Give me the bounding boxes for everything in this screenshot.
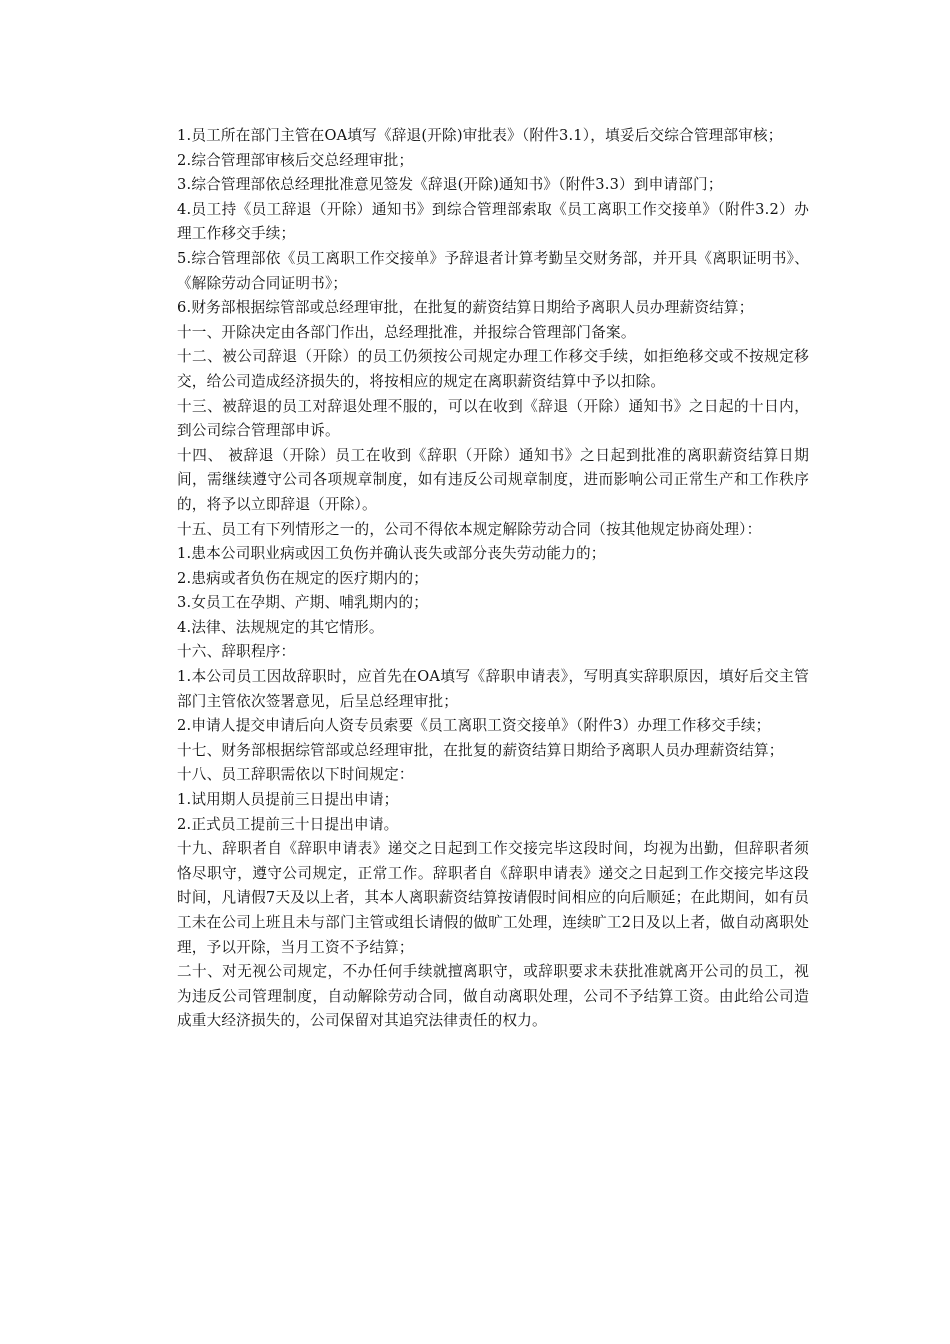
- article-15: 十五、员工有下列情形之一的，公司不得依本规定解除劳动合同（按其他规定协商处理）：: [177, 520, 762, 538]
- article-19: 十九、辞职者自《辞职申请表》递交之日起到工作交接完毕这段时间，均视为出勤，但辞职者须恪尽职守，遵守公司规定，正常工作。辞职者自《辞职申请表》递交之日起到工作交接完毕这段时间，凡请假7天及以上者，其本人离职薪资结算按请假时间相应的向后顺延；在此期间，如有员工未在公司上班且未与部门主管或组长请假的做旷工处理，连续旷工2日及以上者，做自动离职处理，予以开除，当月工资不予结算；: [177, 840, 809, 956]
- article-14: 十四、 被辞退（开除）员工在收到《辞职（开除）通知书》之日起到批准的离职薪资结算日期间，需继续遵守公司各项规章制度，如有违反公司规章制度，进而影响公司正常生产和工作秩序的，将予以立即辞退（开除）。: [177, 446, 809, 513]
- paragraph-6: 6.财务部根据综管部或总经理审批，在批复的薪资结算日期给予离职人员办理薪资结算；: [177, 299, 754, 317]
- document-body: [177, 124, 809, 1034]
- article-17: 十七、财务部根据综管部或总经理审批，在批复的薪资结算日期给予离职人员办理薪资结算；: [177, 741, 784, 759]
- article-18-item-1: 1.试用期人员提前三日提出申请；: [177, 791, 399, 809]
- article-15-item-3: 3.女员工在孕期、产期、哺乳期内的；: [177, 594, 429, 612]
- paragraph-1: 1.员工所在部门主管在OA填写《辞退(开除)审批表》（附件3.1），填妥后交综合管理部审核；: [177, 127, 783, 144]
- paragraph-3: 3.综合管理部依总经理批准意见签发《辞退(开除)通知书》（附件3.3）到申请部门；: [177, 176, 723, 194]
- paragraph-5: 5.综合管理部依《员工离职工作交接单》予辞退者计算考勤呈交财务部，并开具《离职证明书》、《解除劳动合同证明书》；: [177, 249, 809, 292]
- article-20: 二十、对无视公司规定，不办任何手续就擅离职守，或辞职要求未获批准就离开公司的员工，视为违反公司管理制度，自动解除劳动合同，做自动离职处理，公司不予结算工资。由此给公司造成重大经济损失的，公司保留对其追究法律责任的权力。: [177, 963, 809, 1030]
- article-16-item-1: 1.本公司员工因故辞职时，应首先在OA填写《辞职申请表》，写明真实辞职原因，填好后交主管部门主管依次签署意见，后呈总经理审批；: [177, 668, 809, 710]
- article-13: 十三、被辞退的员工对辞退处理不服的，可以在收到《辞退（开除）通知书》之日起的十日内，到公司综合管理部申诉。: [177, 397, 809, 440]
- article-16: 十六、辞职程序：: [177, 643, 296, 661]
- article-15-item-1: 1.患本公司职业病或因工负伤并确认丧失或部分丧失劳动能力的；: [177, 545, 606, 563]
- article-12: 十二、被公司辞退（开除）的员工仍须按公司规定办理工作移交手续，如拒绝移交或不按规定移交，给公司造成经济损失的，将按相应的规定在离职薪资结算中予以扣除。: [177, 348, 809, 390]
- article-18: 十八、员工辞职需依以下时间规定：: [177, 766, 414, 784]
- article-18-item-2: 2.正式员工提前三十日提出申请。: [177, 815, 399, 833]
- paragraph-2: 2.综合管理部审核后交总经理审批；: [177, 151, 414, 169]
- article-16-item-2: 2.申请人提交申请后向人资专员索要《员工离职工资交接单》（附件3）办理工作移交手续；: [177, 717, 771, 735]
- article-15-item-2: 2.患病或者负伤在规定的医疗期内的；: [177, 569, 429, 587]
- article-15-item-4: 4.法律、法规规定的其它情形。: [177, 618, 384, 636]
- article-11: 十一、开除决定由各部门作出，总经理批准，并报综合管理部门备案。: [177, 323, 636, 341]
- paragraph-4: 4.员工持《员工辞退（开除）通知书》到综合管理部索取《员工离职工作交接单》（附件3.2）办理工作移交手续；: [177, 200, 809, 243]
